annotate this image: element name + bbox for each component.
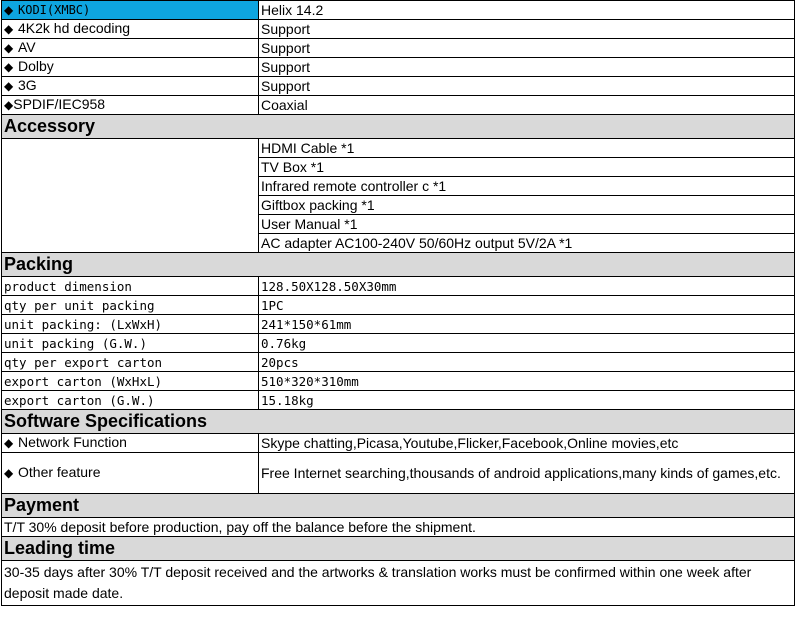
packing-row xyxy=(2,277,795,296)
packing-row xyxy=(2,353,795,372)
packing-value: 1PC xyxy=(259,296,795,315)
software-row xyxy=(2,434,795,453)
packing-row xyxy=(2,372,795,391)
accessory-blank-cell xyxy=(2,139,259,253)
software-label: ◆ Other feature xyxy=(2,453,259,494)
section-packing xyxy=(2,253,795,277)
section-title: Software Specifications xyxy=(2,410,795,434)
packing-label: export carton (WxHxL) xyxy=(2,372,259,391)
payment-text: T/T 30% deposit before production, pay off the balance before the shipment. xyxy=(2,518,795,537)
accessory-item: User Manual *1 xyxy=(259,215,795,234)
diamond-icon: ◆ xyxy=(4,41,14,55)
packing-value: 128.50X128.50X30mm xyxy=(259,277,795,296)
accessory-item: Giftbox packing *1 xyxy=(259,196,795,215)
spec-value: Coaxial xyxy=(259,96,795,115)
packing-value: 241*150*61mm xyxy=(259,315,795,334)
spec-label: ◆ KODI(XMBC) xyxy=(2,1,259,20)
spec-label: ◆ AV xyxy=(2,39,259,58)
spec-row-4k xyxy=(2,20,795,39)
section-payment xyxy=(2,494,795,518)
packing-row xyxy=(2,315,795,334)
packing-row xyxy=(2,296,795,315)
diamond-icon: ◆ xyxy=(4,79,14,93)
diamond-icon: ◆ xyxy=(4,60,14,74)
payment-row xyxy=(2,518,795,537)
spec-value: Support xyxy=(259,77,795,96)
software-value: Skype chatting,Picasa,Youtube,Flicker,Facebook,Online movies,etc xyxy=(259,434,795,453)
spec-value: Support xyxy=(259,20,795,39)
section-title: Leading time xyxy=(2,537,795,561)
software-row xyxy=(2,453,795,494)
packing-label: export carton (G.W.) xyxy=(2,391,259,410)
packing-row xyxy=(2,391,795,410)
section-software xyxy=(2,410,795,434)
packing-row xyxy=(2,334,795,353)
spec-value: Support xyxy=(259,39,795,58)
diamond-icon: ◆ xyxy=(4,466,14,480)
packing-value: 15.18kg xyxy=(259,391,795,410)
spec-label: ◆ 3G xyxy=(2,77,259,96)
spec-row-3g xyxy=(2,77,795,96)
packing-label: unit packing (G.W.) xyxy=(2,334,259,353)
section-title: Payment xyxy=(2,494,795,518)
software-label: ◆ Network Function xyxy=(2,434,259,453)
packing-label: product dimension xyxy=(2,277,259,296)
packing-label: unit packing: (LxWxH) xyxy=(2,315,259,334)
spec-label: ◆ Dolby xyxy=(2,58,259,77)
diamond-icon: ◆ xyxy=(4,3,14,17)
spec-table xyxy=(1,0,795,606)
accessory-item: Infrared remote controller c *1 xyxy=(259,177,795,196)
spec-label: ◆ 4K2k hd decoding xyxy=(2,20,259,39)
spec-row-kodi xyxy=(2,1,795,20)
accessory-row xyxy=(2,139,795,158)
spec-row-dolby xyxy=(2,58,795,77)
spec-row-av xyxy=(2,39,795,58)
spec-value: Support xyxy=(259,58,795,77)
packing-value: 510*320*310mm xyxy=(259,372,795,391)
spec-value: Helix 14.2 xyxy=(259,1,795,20)
accessory-item: TV Box *1 xyxy=(259,158,795,177)
section-leading-time xyxy=(2,537,795,561)
packing-value: 20pcs xyxy=(259,353,795,372)
section-accessory xyxy=(2,115,795,139)
accessory-item: AC adapter AC100-240V 50/60Hz output 5V/2A *1 xyxy=(259,234,795,253)
leading-row xyxy=(2,561,795,606)
accessory-item: HDMI Cable *1 xyxy=(259,139,795,158)
packing-value: 0.76kg xyxy=(259,334,795,353)
diamond-icon: ◆ xyxy=(4,436,14,450)
section-title: Packing xyxy=(2,253,795,277)
spec-label: ◆SPDIF/IEC958 xyxy=(2,96,259,115)
packing-label: qty per unit packing xyxy=(2,296,259,315)
section-title: Accessory xyxy=(2,115,795,139)
spec-row-spdif xyxy=(2,96,795,115)
diamond-icon: ◆ xyxy=(4,98,14,112)
software-value: Free Internet searching,thousands of android applications,many kinds of games,etc. xyxy=(259,453,795,494)
diamond-icon: ◆ xyxy=(4,22,14,36)
packing-label: qty per export carton xyxy=(2,353,259,372)
leading-text: 30-35 days after 30% T/T deposit received and the artworks & translation works must be confirmed within one week after deposit made date. xyxy=(2,561,795,606)
